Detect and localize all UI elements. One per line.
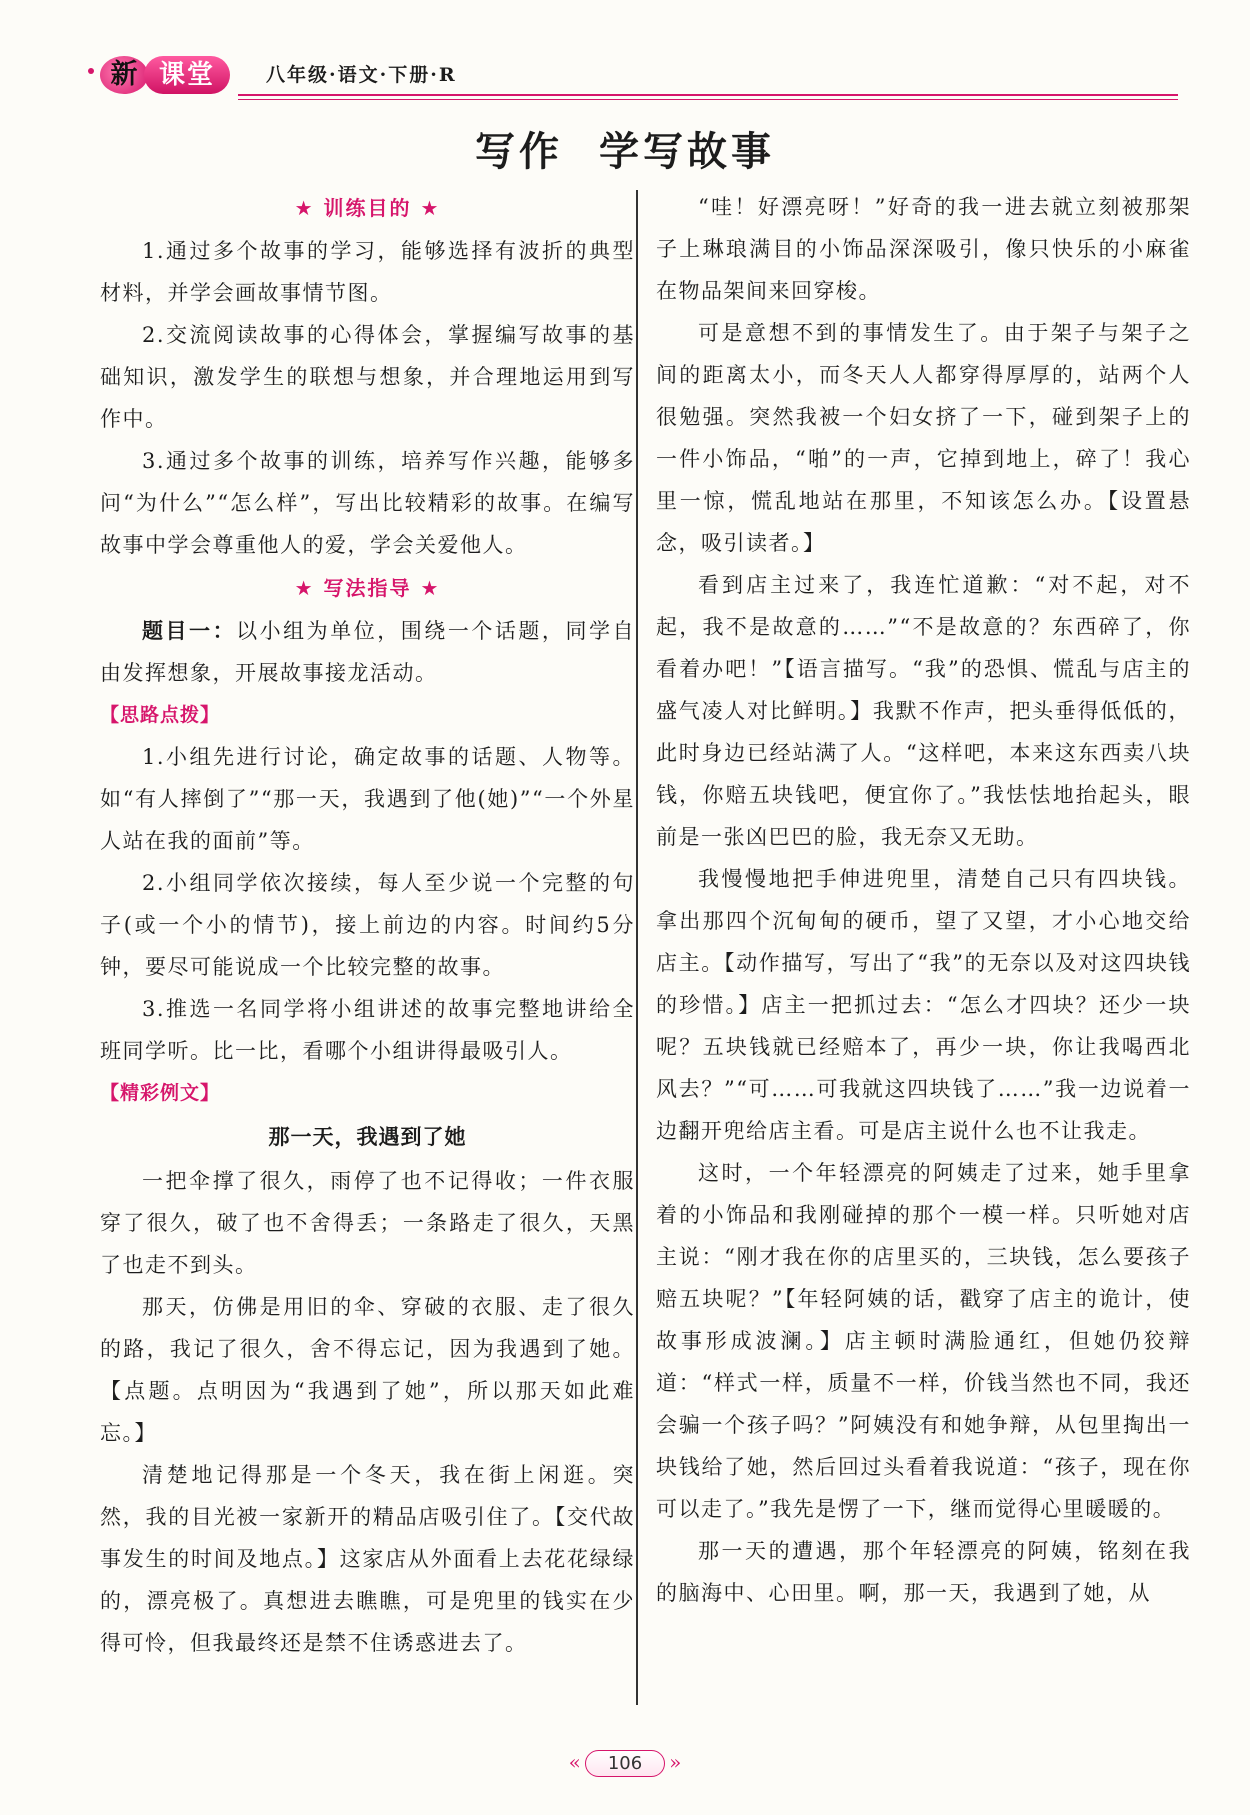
essay-paragraph: “哇！好漂亮呀！”好奇的我一进去就立刻被那架子上琳琅满目的小饰品深深吸引，像只快乐的小麻雀在物品架间来回穿梭。 [656,195,1191,303]
logo [100,56,230,94]
chevron-right-icon: » [669,1750,682,1774]
page-header [88,50,1178,100]
logo-dot [88,68,94,74]
essay-paragraph: 看到店主过来了，我连忙道歉：“对不起，对不起，我不是故意的……”“不是故意的？东西碎了，你看着办吧！”【语言描写。“我”的恐惧、慌乱与店主的盛气凌人对比鲜明。】我默不作声，把头垂得低低的，此时身边已经站满了人。“这样吧，本来这东西卖八块钱，你赔五块钱吧，便宜你了。”我怯怯地抬起头，眼前是一张凶巴巴的脸，我无奈又无助。 [656,573,1191,849]
tip-item: 3.推选一名同学将小组讲述的故事完整地讲给全班同学听。比一比，看哪个小组讲得最吸引人。 [100,997,635,1063]
book-title: 八年级·语文·下册·R [266,64,457,86]
example-tag: 【精彩例文】 [100,1082,221,1104]
tips-tag: 【思路点拨】 [100,704,221,726]
essay-paragraph: 我慢慢地把手伸进兜里，清楚自己只有四块钱。拿出那四个沉甸甸的硬币，望了又望，才小心地交给店主。【动作描写，写出了“我”的无奈以及对这四块钱的珍惜。】店主一把抓过去：“怎么才四块？还少一块呢？五块钱就已经赔本了，再少一块，你让我喝西北风去？”“可……可我就这四块钱了……”我一边说着一边翻开兜给店主看。可是店主说什么也不让我走。 [656,867,1191,1143]
header-rule-thin [238,99,1178,100]
title-part1: 写作 [475,128,563,175]
topic-text: 以小组为单位，围绕一个话题，同学自由发挥想象，开展故事接龙活动。 [100,619,636,685]
header-rule [238,94,1178,96]
topic-label: 题目一： [142,618,237,643]
essay-paragraph: 那一天的遭遇，那个年轻漂亮的阿姨，铭刻在我的脑海中、心田里。啊，那一天，我遇到了她，从 [656,1539,1191,1605]
goal-item: 1.通过多个故事的学习，能够选择有波折的典型材料，并学会画故事情节图。 [100,239,635,305]
logo-chars-ketang: 课堂 [144,56,230,94]
title-part2: 学写故事 [599,128,775,175]
logo-char-new: 新 [100,56,148,94]
chevron-left-icon: « [568,1750,581,1774]
essay-paragraph: 那天，仿佛是用旧的伞、穿破的衣服、走了很久的路，我记了很久，舍不得忘记，因为我遇到了她。【点题。点明因为“我遇到了她”，所以那天如此难忘。】 [100,1295,635,1445]
tip-item: 1.小组先进行讨论，确定故事的话题、人物等。如“有人摔倒了”“那一天，我遇到了他(她)”“一个外星人站在我的面前”等。 [100,745,635,853]
column-divider [636,190,638,1705]
page-number-area [0,1750,1250,1777]
essay-paragraph: 这时，一个年轻漂亮的阿姨走了过来，她手里拿着的小饰品和我刚碰掉的那个一模一样。只听她对店主说：“刚才我在你的店里买的，三块钱，怎么要孩子赔五块呢？”【年轻阿姨的话，戳穿了店主的诡计，使故事形成波澜。】店主顿时满脸通红，但她仍狡辩道：“样式一样，质量不一样，价钱当然也不同，我还会骗一个孩子吗？”阿姨没有和她争辩，从包里掏出一块钱给了她，然后回过头看着我说道：“孩子，现在你可以走了。”我先是愣了一下，继而觉得心里暖暖的。 [656,1161,1191,1521]
tip-item: 2.小组同学依次接续，每人至少说一个完整的句子(或一个小的情节)，接上前边的内容。时间约5分钟，要尽可能说成一个比较完整的故事。 [100,871,635,979]
left-column [100,186,635,1664]
right-column [656,186,1191,1614]
page-title [0,120,1250,177]
goal-item: 2.交流阅读故事的心得体会，掌握编写故事的基础知识，激发学生的联想与想象，并合理地运用到写作中。 [100,323,635,431]
essay-paragraph: 清楚地记得那是一个冬天，我在街上闲逛。突然，我的目光被一家新开的精品店吸引住了。【交代故事发生的时间及地点。】这家店从外面看上去花花绿绿的，漂亮极了。真想进去瞧瞧，可是兜里的钱实在少得可怜，但我最终还是禁不住诱惑进去了。 [100,1463,635,1655]
writing-guide-heading: ★ 写法指导 ★ [294,576,441,600]
essay-paragraph: 一把伞撑了很久，雨停了也不记得收；一件衣服穿了很久，破了也不舍得丢；一条路走了很久，天黑了也走不到头。 [100,1169,635,1277]
training-goals-heading: ★ 训练目的 ★ [294,196,441,220]
page-number: 106 [585,1750,665,1777]
topic-one [100,610,635,694]
goal-item: 3.通过多个故事的训练，培养写作兴趣，能够多问“为什么”“怎么样”，写出比较精彩的故事。在编写故事中学会尊重他人的爱，学会关爱他人。 [100,449,635,557]
essay-paragraph: 可是意想不到的事情发生了。由于架子与架子之间的距离太小，而冬天人人都穿得厚厚的，站两个人很勉强。突然我被一个妇女挤了一下，碰到架子上的一件小饰品，“啪”的一声，它掉到地上，碎了！我心里一惊，慌乱地站在那里，不知该怎么办。【设置悬念，吸引读者。】 [656,321,1191,555]
essay-title: 那一天，我遇到了她 [268,1125,467,1149]
